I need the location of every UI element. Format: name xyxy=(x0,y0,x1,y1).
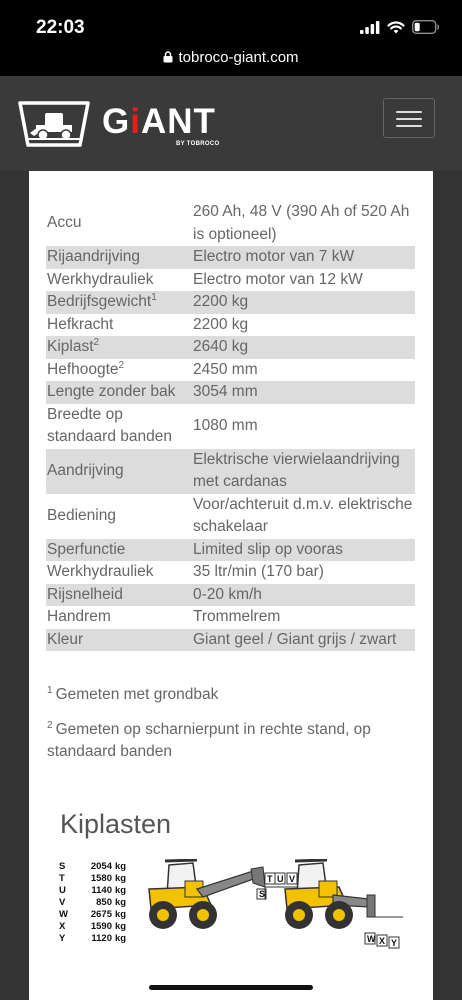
status-bar xyxy=(0,0,462,44)
spec-label: Bedrijfsgewicht$^1$ xyxy=(46,291,192,314)
spec-label: Aandrijving xyxy=(46,449,192,494)
load-tags xyxy=(365,933,399,948)
footnote-1: $^1$ Gemeten met grondbak xyxy=(47,685,219,703)
spec-value: Limited slip op vooras xyxy=(192,539,415,562)
spec-row xyxy=(46,539,415,562)
spec-value: 2200 kg xyxy=(192,291,415,314)
spec-label: Rijsnelheid xyxy=(46,584,192,607)
spec-label: Accu xyxy=(47,214,82,232)
kiplast-row: X 1590 kg xyxy=(59,921,127,932)
spec-row xyxy=(46,606,415,629)
battery-icon xyxy=(412,20,440,34)
spec-value: Trommelrem xyxy=(193,608,281,625)
spec-value: Electro motor van 7 kW xyxy=(192,246,415,269)
spec-row xyxy=(46,201,415,246)
spec-value: 3054 mm xyxy=(192,381,415,404)
spec-value: 1080 mm xyxy=(193,416,258,434)
main-content xyxy=(29,171,433,1000)
logo-wordmark: GiANT BY TOBROCO xyxy=(102,102,220,147)
spec-label: Lengte zonder bak xyxy=(46,381,192,404)
spec-label: Breedte op standaard banden xyxy=(47,405,172,445)
hamburger-icon-line xyxy=(396,125,422,127)
footnotes xyxy=(47,684,417,776)
kiplasten-list xyxy=(59,861,126,945)
hamburger-icon-line xyxy=(396,118,422,120)
spec-row xyxy=(46,314,415,337)
spec-label: Werkhydrauliek xyxy=(47,563,154,580)
hamburger-icon-line xyxy=(396,111,422,113)
spec-row xyxy=(46,291,415,314)
kiplast-row: U 1140 kg xyxy=(59,885,127,896)
spec-row xyxy=(46,269,415,292)
spec-label: Sperfunctie xyxy=(46,539,192,562)
spec-row xyxy=(46,381,415,404)
spec-table xyxy=(46,201,415,651)
spec-label: Kiplast$^2$ xyxy=(46,336,192,359)
url-text: tobroco-giant.com xyxy=(178,49,299,66)
logo-subtitle: BY TOBROCO xyxy=(176,141,220,147)
kiplast-row: T 1580 kg xyxy=(59,873,127,884)
kiplast-row: Y 1120 kg xyxy=(59,933,127,944)
spec-value: 2200 kg xyxy=(193,315,249,333)
svg-text:W: W xyxy=(367,934,376,944)
spec-label: Werkhydrauliek xyxy=(47,270,154,288)
footnote-2: $^2$ Gemeten op scharnierpunt in rechte stand, op standaard banden xyxy=(47,719,371,760)
home-indicator[interactable] xyxy=(149,985,313,990)
spec-label: Kleur xyxy=(46,629,192,652)
giant-logo[interactable] xyxy=(16,98,232,150)
spec-value: 0-20 km/h xyxy=(192,584,415,607)
spec-row xyxy=(46,561,415,584)
spec-row xyxy=(46,494,415,539)
spec-value: Electro motor van 12 kW xyxy=(193,270,363,288)
kiplast-row: W 2675 kg xyxy=(59,909,127,920)
address-bar[interactable] xyxy=(0,44,462,76)
svg-text:S: S xyxy=(259,889,266,899)
spec-row xyxy=(46,449,415,494)
spec-label: Bediening xyxy=(47,506,116,524)
hamburger-menu-button[interactable] xyxy=(383,98,435,138)
spec-label: Handrem xyxy=(47,608,111,625)
spec-value: 260 Ah, 48 V (390 Ah of 520 Ah is optioneel) xyxy=(193,203,410,243)
spec-row xyxy=(46,404,415,449)
spec-value: Voor/achteruit d.m.v. elektrische schakelaar xyxy=(193,495,413,535)
spec-value: Elektrische vierwielaandrijving met cardanas xyxy=(192,449,415,494)
spec-label: Hefhoogte$^2$ xyxy=(47,359,125,378)
site-header xyxy=(0,76,462,171)
wifi-icon xyxy=(387,21,405,34)
spec-value: 2640 kg xyxy=(192,336,415,359)
spec-row xyxy=(46,359,415,382)
loader-raised-illustration xyxy=(141,859,303,935)
kiplast-row: S 2054 kg xyxy=(59,861,127,872)
status-time: 22:03 xyxy=(36,17,85,38)
kiplasten-heading: Kiplasten xyxy=(60,809,172,839)
lock-icon xyxy=(163,51,173,63)
svg-text:V: V xyxy=(289,874,296,884)
loader-emblem-icon xyxy=(16,99,92,149)
spec-value: Giant geel / Giant grijs / zwart xyxy=(192,629,415,652)
svg-text:U: U xyxy=(277,874,284,884)
spec-row xyxy=(46,629,415,652)
loader-lowered-illustration xyxy=(283,859,423,955)
spec-value: 35 ltr/min (170 bar) xyxy=(193,563,324,580)
svg-text:X: X xyxy=(379,936,386,946)
signal-icon xyxy=(360,21,380,34)
svg-text:Y: Y xyxy=(391,938,398,948)
status-icons xyxy=(360,18,440,36)
spec-label: Rijaandrijving xyxy=(46,246,192,269)
svg-text:T: T xyxy=(267,874,273,884)
spec-row xyxy=(46,584,415,607)
spec-label: Hefkracht xyxy=(47,315,114,333)
spec-value: 2450 mm xyxy=(193,360,258,378)
spec-row xyxy=(46,246,415,269)
spec-row xyxy=(46,336,415,359)
kiplast-row: V 850 kg xyxy=(59,897,127,908)
